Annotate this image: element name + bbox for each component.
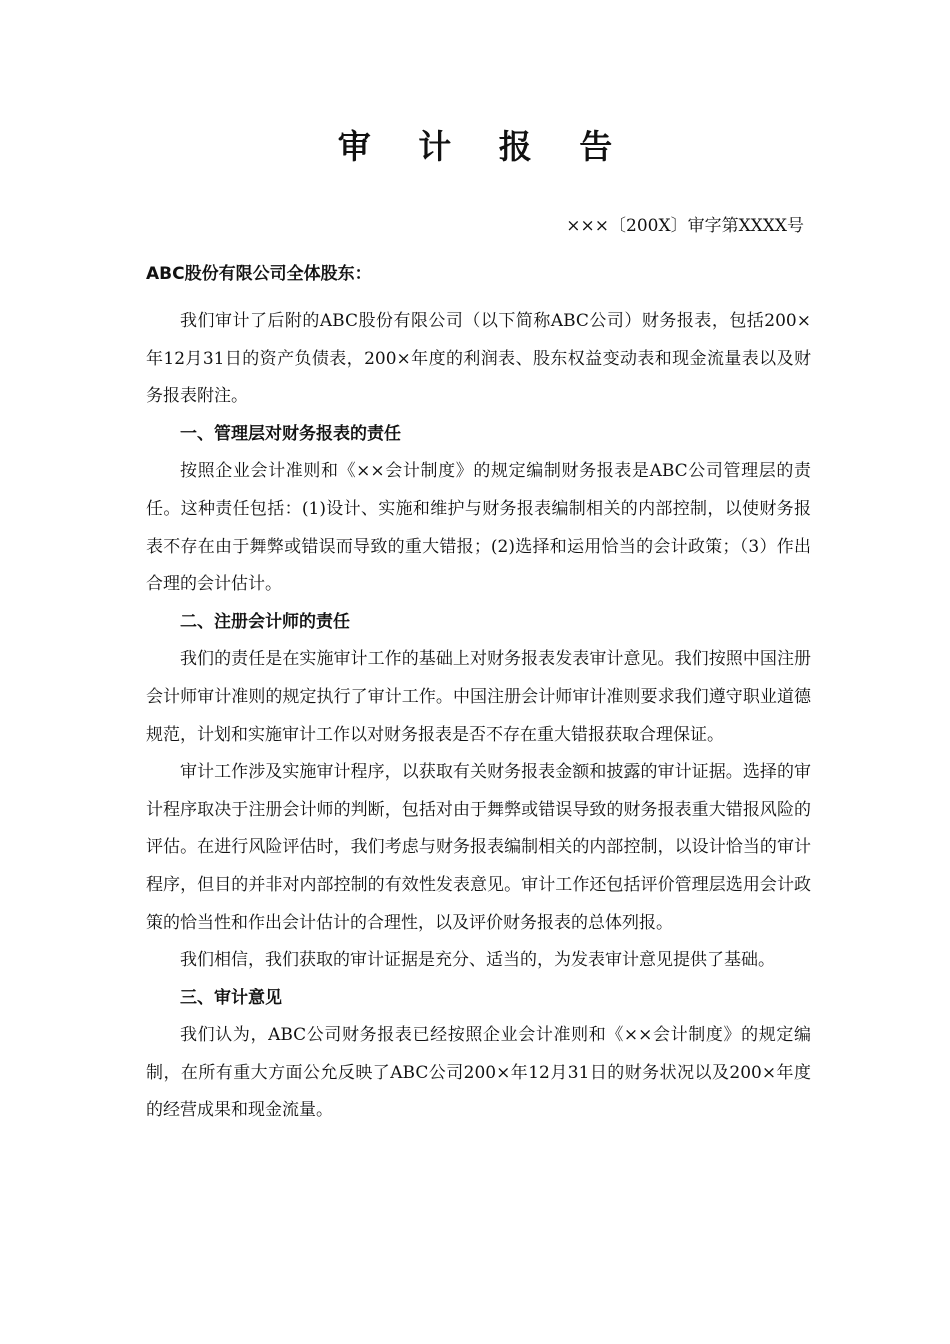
section-heading-opinion: 三、审计意见 — [180, 987, 282, 1008]
report-body — [146, 303, 811, 1130]
salutation: ABC股份有限公司全体股东： — [146, 264, 372, 284]
reference-number: ×××〔200X〕审字第XXXX号 — [566, 216, 804, 236]
auditor-responsibility-paragraph: 我们的责任是在实施审计工作的基础上对财务报表发表审计意见。我们按照中国注册会计师审计准则的规定执行了审计工作。中国注册会计师审计准则要求我们遵守职业道德规范，计划和实施审计工作以对财务报表是否不存在重大错报获取合理保证。 — [146, 649, 811, 745]
intro-paragraph: 我们审计了后附的ABC股份有限公司（以下简称ABC公司）财务报表，包括200×年12月31日的资产负债表，200×年度的利润表、股东权益变动表和现金流量表以及财务报表附注。 — [146, 311, 811, 407]
management-responsibility-paragraph: 按照企业会计准则和《××会计制度》的规定编制财务报表是ABC公司管理层的责任。这种责任包括：(1)设计、实施和维护与财务报表编制相关的内部控制，以使财务报表不存在由于舞弊或错误而导致的重大错报；(2)选择和运用恰当的会计政策；（3）作出合理的会计估计。 — [146, 461, 811, 595]
audit-opinion-paragraph: 我们认为，ABC公司财务报表已经按照企业会计准则和《××会计制度》的规定编制，在所有重大方面公允反映了ABC公司200×年12月31日的财务状况以及200×年度的经营成果和现金流量。 — [146, 1025, 811, 1121]
page-title: 审 计 报 告 — [337, 127, 631, 166]
audit-evidence-paragraph: 我们相信，我们获取的审计证据是充分、适当的，为发表审计意见提供了基础。 — [180, 950, 775, 971]
section-heading-auditor: 二、注册会计师的责任 — [180, 611, 350, 632]
section-heading-management: 一、管理层对财务报表的责任 — [180, 423, 401, 444]
audit-procedures-paragraph: 审计工作涉及实施审计程序，以获取有关财务报表金额和披露的审计证据。选择的审计程序取决于注册会计师的判断，包括对由于舞弊或错误导致的财务报表重大错报风险的评估。在进行风险评估时，我们考虑与财务报表编制相关的内部控制，以设计恰当的审计程序，但目的并非对内部控制的有效性发表意见。审计工作还包括评价管理层选用会计政策的恰当性和作出会计估计的合理性，以及评价财务报表的总体列报。 — [146, 762, 811, 933]
